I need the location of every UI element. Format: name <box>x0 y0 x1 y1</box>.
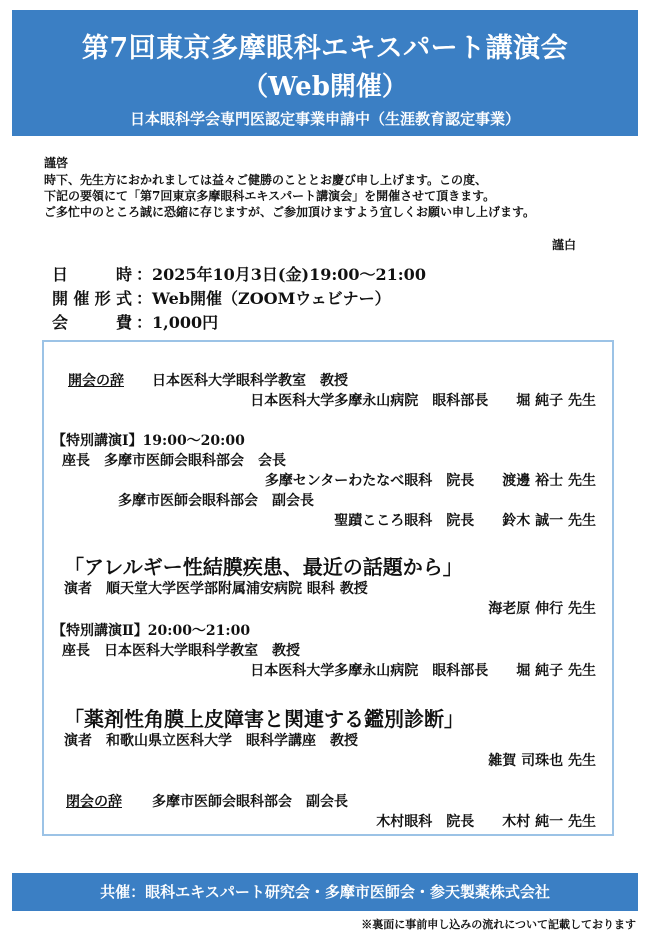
info-fee-label: 会費 <box>52 313 132 332</box>
opening-remarks-name: 日本医科大学多摩永山病院 眼科部長 堀 純子 先生 <box>250 393 596 409</box>
info-date-label: 日時 <box>52 265 132 284</box>
lecture1-chair-name-2: 聖蹟こころ眼科 院長 鈴木 誠一 先生 <box>334 513 596 529</box>
greeting-line-1: 時下、先生方におかれましては益々ご健勝のこととお慶び申し上げます。この度、 <box>44 173 488 187</box>
lecture1-speaker-org: 演者 順天堂大学医学部附属浦安病院 眼科 教授 <box>64 581 368 597</box>
lecture2-chair-org-1: 座長 日本医科大学眼科学教室 教授 <box>62 643 300 659</box>
info-format <box>52 286 391 309</box>
event-title: 第7回東京多摩眼科エキスパート講演会 <box>81 33 569 64</box>
info-date <box>52 262 426 285</box>
lecture2-speaker-org: 演者 和歌山県立医科大学 眼科学講座 教授 <box>64 733 358 749</box>
info-fee-value: ：1,000円 <box>136 313 219 332</box>
lecture1-chair-org-2: 多摩市医師会眼科部会 副会長 <box>118 493 314 509</box>
greeting-closing: 謹白 <box>551 238 576 252</box>
closing-remarks-org: 多摩市医師会眼科部会 副会長 <box>152 794 348 810</box>
lecture1-header: 【特別講演Ⅰ】19:00～20:00 <box>52 433 245 449</box>
lecture2-title: 「薬剤性角膜上皮障害と関連する鑑別診断」 <box>64 707 464 731</box>
info-date-value: ：2025年10月3日(金)19:00～21:00 <box>136 265 426 284</box>
greeting-line-2: 下記の要領にて「第7回東京多摩眼科エキスパート講演会」を開催させて頂きます。 <box>44 189 496 203</box>
reverse-side-note: ※裏面に事前申し込みの流れについて記載しております <box>361 918 636 931</box>
sponsors-banner <box>12 873 638 911</box>
lecture1-chair-org-1: 座長 多摩市医師会眼科部会 会長 <box>62 453 286 469</box>
lecture2-chair-name-1: 日本医科大学多摩永山病院 眼科部長 堀 純子 先生 <box>250 663 596 679</box>
lecture2-header: 【特別講演Ⅱ】20:00～21:00 <box>52 623 251 639</box>
opening-remarks-label: 開会の辞 <box>68 373 124 389</box>
opening-remarks-org: 日本医科大学眼科学教室 教授 <box>152 373 348 389</box>
closing-remarks-name: 木村眼科 院長 木村 純一 先生 <box>376 814 596 830</box>
lecture1-title: 「アレルギー性結膜疾患、最近の話題から」 <box>64 555 463 579</box>
info-format-value: ：Web開催（ZOOMウェビナー） <box>136 289 391 308</box>
info-format-label: 開催形式 <box>52 289 132 308</box>
info-fee <box>52 310 218 333</box>
sponsors-text: 共催：眼科エキスパート研究会・多摩市医師会・参天製薬株式会社 <box>100 883 550 901</box>
lecture1-chair-name-1: 多摩センターわたなべ眼科 院長 渡邊 裕士 先生 <box>264 473 596 489</box>
header-banner <box>12 10 638 136</box>
greeting-opening: 謹啓 <box>44 156 69 170</box>
lecture1-speaker-name: 海老原 伸行 先生 <box>488 601 596 617</box>
lecture2-speaker-name: 雑賀 司珠也 先生 <box>488 753 596 769</box>
accreditation-text: 日本眼科学会専門医認定事業申請中（生涯教育認定事業） <box>129 110 520 128</box>
closing-remarks-label: 閉会の辞 <box>66 794 122 810</box>
event-subtitle: （Web開催） <box>242 72 408 102</box>
greeting-line-3: ご多忙中のところ誠に恐縮に存じますが、ご参加頂けますよう宜しくお願い申し上げます。 <box>44 205 536 219</box>
